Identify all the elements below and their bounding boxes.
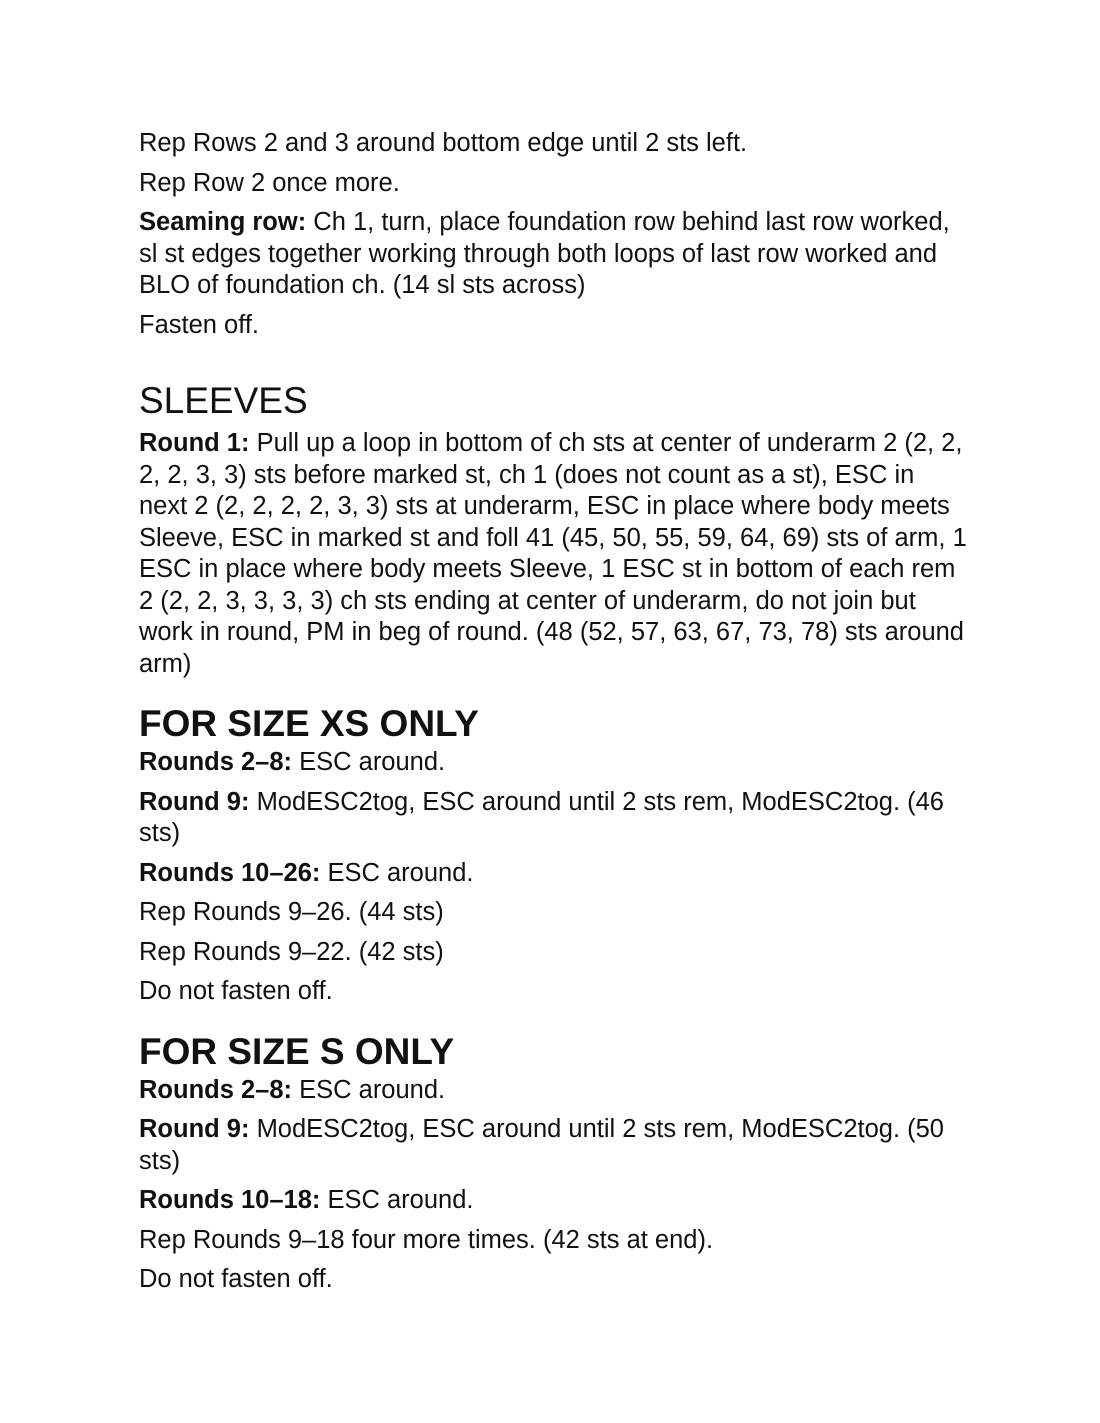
s-round-9 [139, 1114, 969, 1177]
instruction-fasten-off: Fasten off. [139, 310, 260, 339]
section-heading-size-s: FOR SIZE S ONLY [139, 1030, 455, 1072]
pattern-page [139, 128, 969, 1296]
s-rounds-10-18-text: ESC around. [320, 1186, 474, 1214]
seaming-row-text: Ch 1, turn, place foundation row behind last row worked, sl st edges together working through both loops of last row worked and BLO of foundation ch. (14 sl sts across) [139, 208, 950, 299]
xs-do-not-fasten-off: Do not fasten off. [139, 977, 333, 1005]
section-heading-size-xs: FOR SIZE XS ONLY [139, 703, 479, 744]
seaming-row-label: Seaming row: [139, 208, 307, 236]
xs-rounds-10-26-label: Rounds 10–26: [139, 858, 321, 887]
s-round-9-text: ModESC2tog, ESC around until 2 sts rem, ModESC2tog. (50 sts) [139, 1115, 944, 1175]
xs-rounds-10-26-text: ESC around. [320, 858, 474, 887]
s-rounds-10-18-label: Rounds 10–18: [139, 1186, 321, 1214]
instruction-rep-rows: Rep Rows 2 and 3 around bottom edge until 2 sts left. [139, 129, 748, 157]
s-round-9-label: Round 9: [139, 1115, 250, 1143]
xs-round-9 [139, 787, 969, 850]
s-rounds-2-8-label: Rounds 2–8: [139, 1075, 293, 1104]
xs-rep-rounds-9-22: Rep Rounds 9–22. (42 sts) [139, 937, 444, 966]
xs-rounds-2-8-text: ESC around. [292, 748, 446, 776]
round-1-label: Round 1: [139, 429, 250, 457]
s-rounds-2-8-text: ESC around. [292, 1075, 446, 1104]
xs-round-9-text: ModESC2tog, ESC around until 2 sts rem, ModESC2tog. (46 sts) [139, 787, 944, 847]
xs-round-9-label: Round 9: [139, 787, 250, 816]
instruction-seaming-row [139, 207, 969, 302]
s-rounds-2-8 [139, 1075, 969, 1107]
round-1-text: Pull up a loop in bottom of ch sts at center of underarm 2 (2, 2, 2, 2, 3, 3) sts before marked st, ch 1 (does not count as a st), ESC in next 2 (2, 2, 2, 2, 3, 3) sts at underarm, ESC in place where body meets Sleeve, ESC in marked st and foll 41 (45, 50, 55, 59, 64, 69) sts of arm, 1 ESC in place where body meets Sleeve, 1 ESC st in bottom of each rem 2 (2, 2, 3, 3, 3, 3) ch sts ending at center of underarm, do not join but work in round, PM in beg of round. (48 (52, 57, 63, 67, 73, 78) sts around arm) [139, 429, 967, 678]
s-rep-rounds-9-18: Rep Rounds 9–18 four more times. (42 sts at end). [139, 1225, 714, 1254]
xs-rep-rounds-9-26: Rep Rounds 9–26. (44 sts) [139, 898, 444, 926]
s-do-not-fasten-off: Do not fasten off. [139, 1265, 333, 1293]
instruction-round-1 [139, 428, 969, 680]
s-rounds-10-18 [139, 1185, 969, 1217]
xs-rounds-2-8-label: Rounds 2–8: [139, 748, 293, 776]
instruction-rep-row-2: Rep Row 2 once more. [139, 168, 400, 197]
xs-rounds-10-26 [139, 858, 969, 890]
section-heading-sleeves: SLEEVES [139, 380, 308, 421]
xs-rounds-2-8 [139, 747, 969, 779]
